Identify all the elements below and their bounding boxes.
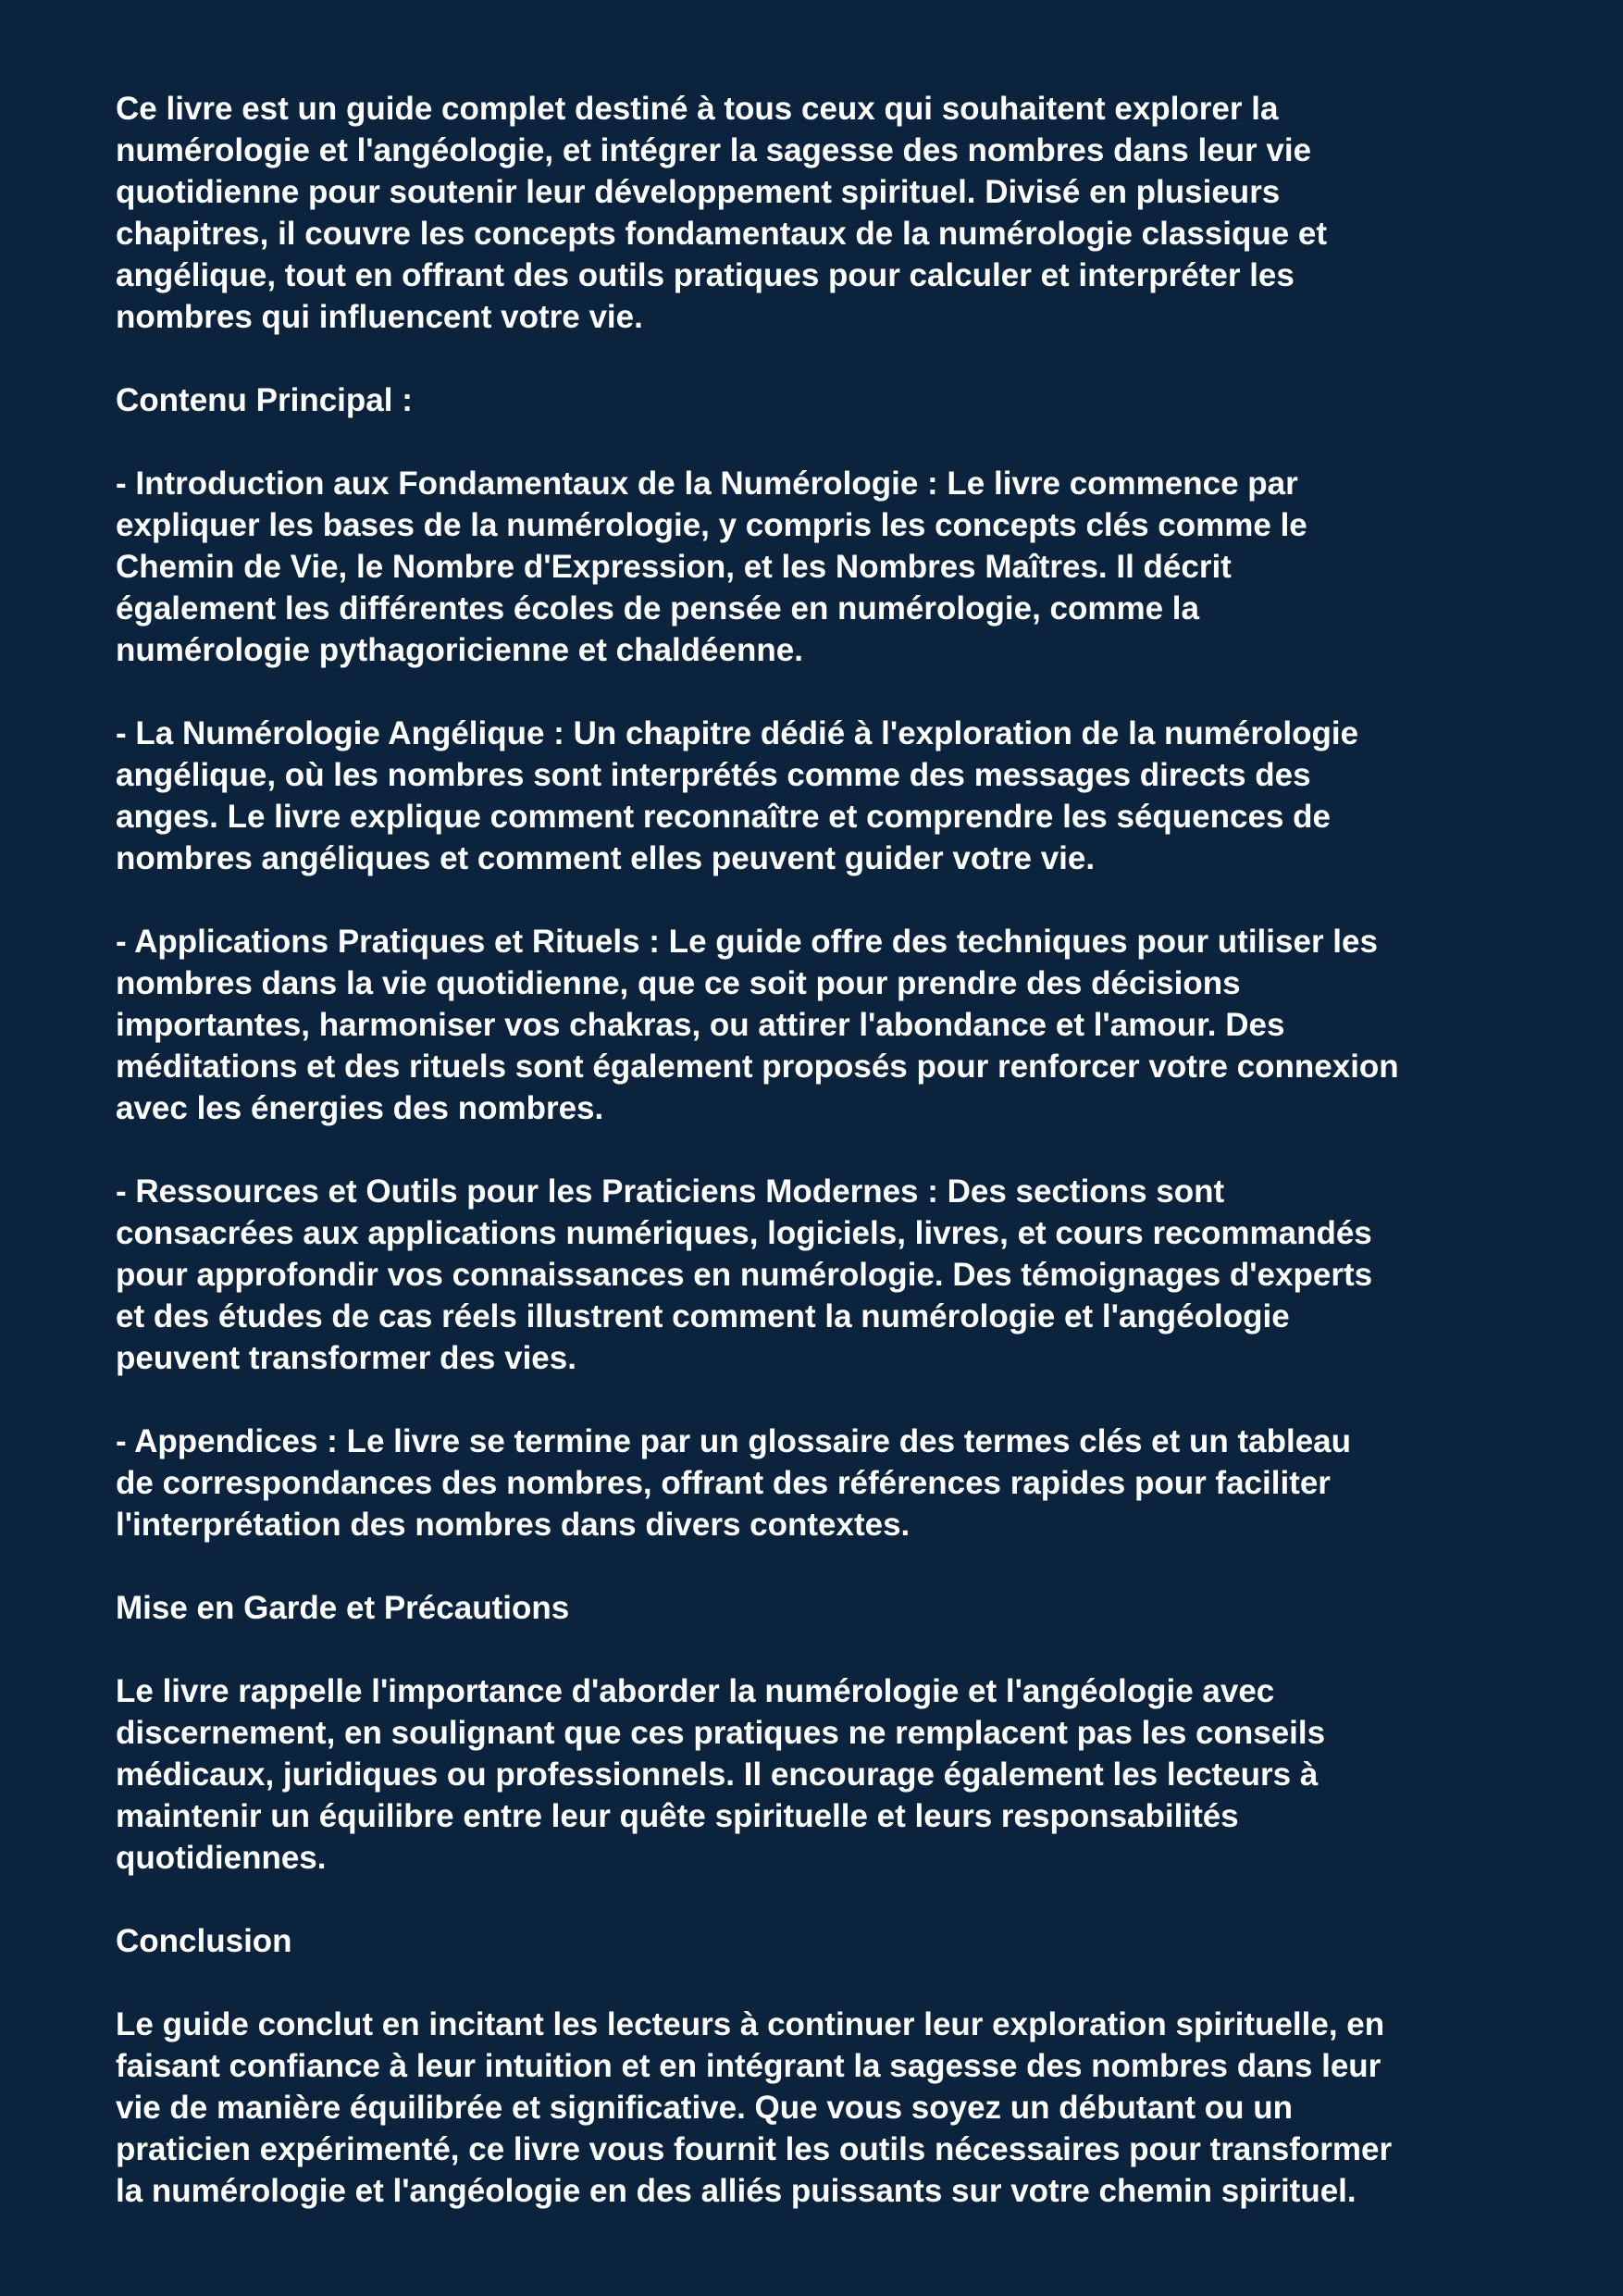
text-line: chapitres, il couvre les concepts fondamentaux de la numérologie classique et [116, 216, 1328, 252]
text-line: maintenir un équilibre entre leur quête spirituelle et leurs responsabilités [116, 1798, 1239, 1834]
text-line: discernement, en soulignant que ces pratiques ne remplacent pas les conseils [116, 1715, 1326, 1751]
text-line: Le guide conclut en incitant les lecteurs à continuer leur exploration spirituelle, en [116, 2006, 1385, 2042]
section-angelique [116, 713, 1522, 879]
section-heading: Contenu Principal : [116, 382, 413, 418]
text-line: angélique, où les nombres sont interprétés comme des messages directs des [116, 757, 1311, 793]
text-line: médicaux, juridiques ou professionnels. Il encourage également les lecteurs à [116, 1756, 1319, 1793]
garde-heading [116, 1587, 1522, 1629]
text-line: vie de manière équilibrée et significative. Que vous soyez un débutant ou un [116, 2090, 1293, 2126]
text-line: et des études de cas réels illustrent comment la numérologie et l'angéologie [116, 1298, 1290, 1334]
text-line: avec les énergies des nombres. [116, 1090, 604, 1126]
contenu-heading [116, 379, 1522, 421]
document-page [116, 88, 1522, 2212]
text-line: Ce livre est un guide complet destiné à tous ceux qui souhaitent explorer la [116, 91, 1279, 127]
text-line: anges. Le livre explique comment reconnaître et comprendre les séquences de [116, 799, 1331, 835]
section-applications [116, 921, 1522, 1129]
text-line: Le livre rappelle l'importance d'aborder la numérologie et l'angéologie avec [116, 1673, 1275, 1709]
section-ressources [116, 1171, 1522, 1379]
text-line: nombres dans la vie quotidienne, que ce soit pour prendre des décisions [116, 965, 1241, 1001]
text-line: angélique, tout en offrant des outils pratiques pour calculer et interpréter les [116, 257, 1295, 293]
text-line: consacrées aux applications numériques, logiciels, livres, et cours recommandés [116, 1215, 1372, 1251]
text-line: numérologie pythagoricienne et chaldéenne. [116, 632, 803, 668]
text-line: quotidienne pour soutenir leur développement spirituel. Divisé en plusieurs [116, 174, 1281, 210]
text-line: - Appendices : Le livre se termine par un glossaire des termes clés et un tableau [116, 1423, 1352, 1459]
text-line: faisant confiance à leur intuition et en intégrant la sagesse des nombres dans leur [116, 2048, 1381, 2084]
text-line: l'interprétation des nombres dans divers contextes. [116, 1507, 911, 1543]
text-line: - Ressources et Outils pour les Praticiens Modernes : Des sections sont [116, 1173, 1225, 1210]
section-appendices [116, 1421, 1522, 1545]
text-line: - Applications Pratiques et Rituels : Le guide offre des techniques pour utiliser les [116, 924, 1378, 960]
text-line: également les différentes écoles de pensée en numérologie, comme la [116, 590, 1199, 627]
text-line: quotidiennes. [116, 1840, 327, 1876]
text-line: - La Numérologie Angélique : Un chapitre dédié à l'exploration de la numérologie [116, 715, 1359, 751]
text-line: praticien expérimenté, ce livre vous fournit les outils nécessaires pour transformer [116, 2131, 1393, 2167]
section-heading: Conclusion [116, 1923, 292, 1959]
text-line: nombres qui influencent votre vie. [116, 299, 643, 335]
text-line: la numérologie et l'angéologie en des alliés puissants sur votre chemin spirituel. [116, 2173, 1357, 2209]
text-line: de correspondances des nombres, offrant des références rapides pour faciliter [116, 1465, 1331, 1501]
intro-paragraph [116, 88, 1522, 338]
conclusion-paragraph [116, 2004, 1522, 2212]
text-line: peuvent transformer des vies. [116, 1340, 576, 1376]
text-line: - Introduction aux Fondamentaux de la Numérologie : Le livre commence par [116, 465, 1298, 502]
text-line: méditations et des rituels sont également proposés pour renforcer votre connexion [116, 1049, 1399, 1085]
section-fondamentaux [116, 463, 1522, 671]
text-line: expliquer les bases de la numérologie, y compris les concepts clés comme le [116, 507, 1307, 543]
conclusion-heading [116, 1920, 1522, 1962]
section-heading: Mise en Garde et Précautions [116, 1590, 570, 1626]
text-line: numérologie et l'angéologie, et intégrer la sagesse des nombres dans leur vie [116, 132, 1312, 168]
text-line: Chemin de Vie, le Nombre d'Expression, et les Nombres Maîtres. Il décrit [116, 549, 1232, 585]
text-line: importantes, harmoniser vos chakras, ou attirer l'abondance et l'amour. Des [116, 1007, 1285, 1043]
text-line: nombres angéliques et comment elles peuvent guider votre vie. [116, 840, 1096, 876]
garde-paragraph [116, 1670, 1522, 1879]
text-line: pour approfondir vos connaissances en numérologie. Des témoignages d'experts [116, 1257, 1373, 1293]
